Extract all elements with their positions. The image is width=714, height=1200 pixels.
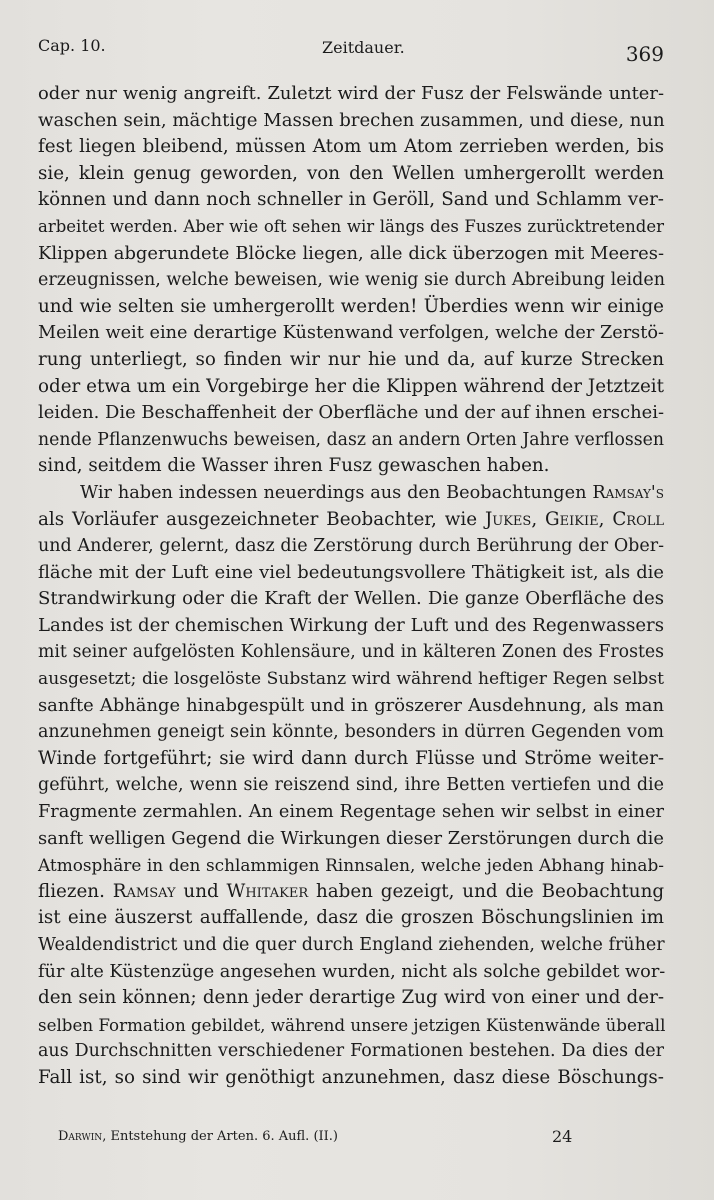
text-segment: haben gezeigt, und die Beobachtung (315, 880, 665, 902)
text-line: und wie selten sie umhergerollt werden! Überdies wenn wir einige (38, 295, 664, 317)
author-name: Geikie, (545, 508, 605, 530)
text-line: leiden. Die Beschaffenheit der Oberfläche und der auf ihnen erschei- (38, 402, 664, 424)
text-line: geführt, welche, wenn sie reiszend sind, ihre Betten vertiefen und die (38, 775, 664, 796)
text-line: für alte Küstenzüge angesehen wurden, nicht als solche gebildet wor- (38, 961, 666, 982)
text-line (38, 879, 664, 906)
text-line: können und dann noch schneller in Geröll, Sand und Schlamm ver- (38, 189, 664, 211)
page-footer (58, 1127, 618, 1151)
footer-title: , Entstehung der Arten. 6. Aufl. (II.) (102, 1129, 338, 1144)
text-line: Klippen abgerundete Blöcke liegen, alle dick überzogen mit Meeres- (38, 242, 664, 264)
text-segment: Wir haben indessen neuerdings aus den Beobachtungen (80, 482, 587, 503)
text-line: Meilen weit eine derartige Küstenwand verfolgen, welche der Zerstö- (38, 323, 664, 344)
text-line: erzeugnissen, welche beweisen, wie wenig sie durch Abreibung leiden (38, 270, 665, 291)
text-line: ist eine äuszerst auffallende, dasz die groszen Böschungslinien im (38, 907, 664, 929)
text-line: sie, klein genug geworden, von den Wellen umhergerollt werden (38, 162, 664, 184)
author-name: Croll (612, 508, 665, 530)
text-line: aus Durchschnitten verschiedener Formationen bestehen. Da dies der (38, 1041, 664, 1062)
text-line (38, 480, 664, 507)
text-segment: als Vorläufer ausgezeichneter Beobachter, wie (38, 508, 478, 530)
text-line: anzunehmen geneigt sein könnte, besonders in dürren Gegenden vom (38, 722, 664, 743)
text-line: Fragmente zermahlen. An einem Regentage sehen wir selbst in einer (38, 802, 664, 823)
paragraph-2 (38, 480, 664, 1092)
page-number: 369 (625, 42, 664, 66)
page-header (38, 36, 664, 68)
signature-mark: 24 (552, 1127, 573, 1146)
author-name: Jukes, (484, 508, 538, 530)
text-line: mit seiner aufgelösten Kohlensäure, und in kälteren Zonen des Frostes (38, 642, 664, 663)
text-line: sind, seitdem die Wasser ihren Fusz gewaschen haben. (38, 455, 550, 477)
text-line: Wealdendistrict und die quer durch England ziehenden, welche früher (38, 935, 665, 955)
running-title: Zeitdauer. (322, 38, 405, 57)
author-name: Ramsay (112, 880, 176, 902)
text-line: selben Formation gebildet, während unsere jetzigen Küstenwände überall (38, 1014, 666, 1035)
text-line: ausgesetzt; die losgelöste Substanz wird während heftiger Regen selbst (38, 669, 664, 690)
text-line: waschen sein, mächtige Massen brechen zusammen, und diese, nun (38, 109, 665, 131)
text-line (38, 507, 664, 534)
text-line: oder etwa um ein Vorgebirge her die Klippen während der Jetztzeit (38, 375, 664, 397)
text-line: arbeitet werden. Aber wie oft sehen wir längs des Fuszes zurücktretender (38, 216, 664, 236)
text-segment: fliezen. (38, 880, 105, 902)
text-line: Atmosphäre in den schlammigen Rinnsalen, welche jeden Abhang hinab- (38, 855, 664, 876)
text-line: Landes ist der chemischen Wirkung der Luft und des Regenwassers (38, 614, 664, 636)
author-name: Ramsay's (592, 482, 664, 503)
chapter-label: Cap. 10. (38, 36, 106, 55)
text-line: rung unterliegt, so finden wir nur hie und da, auf kurze Strecken (38, 348, 664, 370)
text-line: fläche mit der Luft eine viel bedeutungsvollere Thätigkeit ist, als die (38, 561, 664, 583)
footer-author: Darwin (58, 1129, 103, 1144)
body-text (38, 81, 664, 1092)
author-name: Whitaker (226, 880, 309, 902)
text-line: sanft welligen Gegend die Wirkungen dieser Zerstörungen durch die (38, 827, 664, 849)
text-line: nende Pflanzenwuchs beweisen, dasz an andern Orten Jahre verflossen (38, 429, 664, 450)
text-line: fest liegen bleibend, müssen Atom um Atom zerrieben werden, bis (38, 136, 664, 158)
text-line: Strandwirkung oder die Kraft der Wellen. Die ganze Oberfläche des (38, 588, 664, 610)
imprint (58, 1129, 338, 1144)
text-line: sanfte Abhänge hinabgespült und in gröszerer Ausdehnung, als man (38, 694, 664, 716)
text-line: den sein können; denn jeder derartige Zug wird von einer und der- (38, 987, 664, 1009)
text-line: Winde fortgeführt; sie wird dann durch Flüsse und Ströme weiter- (38, 747, 664, 769)
paragraph-1 (38, 81, 664, 480)
text-segment: und (183, 880, 219, 902)
text-line: und Anderer, gelernt, dasz die Zerstörung durch Berührung der Ober- (38, 536, 664, 557)
text-line: oder nur wenig angreift. Zuletzt wird der Fusz der Felswände unter- (38, 83, 664, 104)
text-line: Fall ist, so sind wir genöthigt anzunehmen, dasz diese Böschungs- (38, 1066, 664, 1088)
